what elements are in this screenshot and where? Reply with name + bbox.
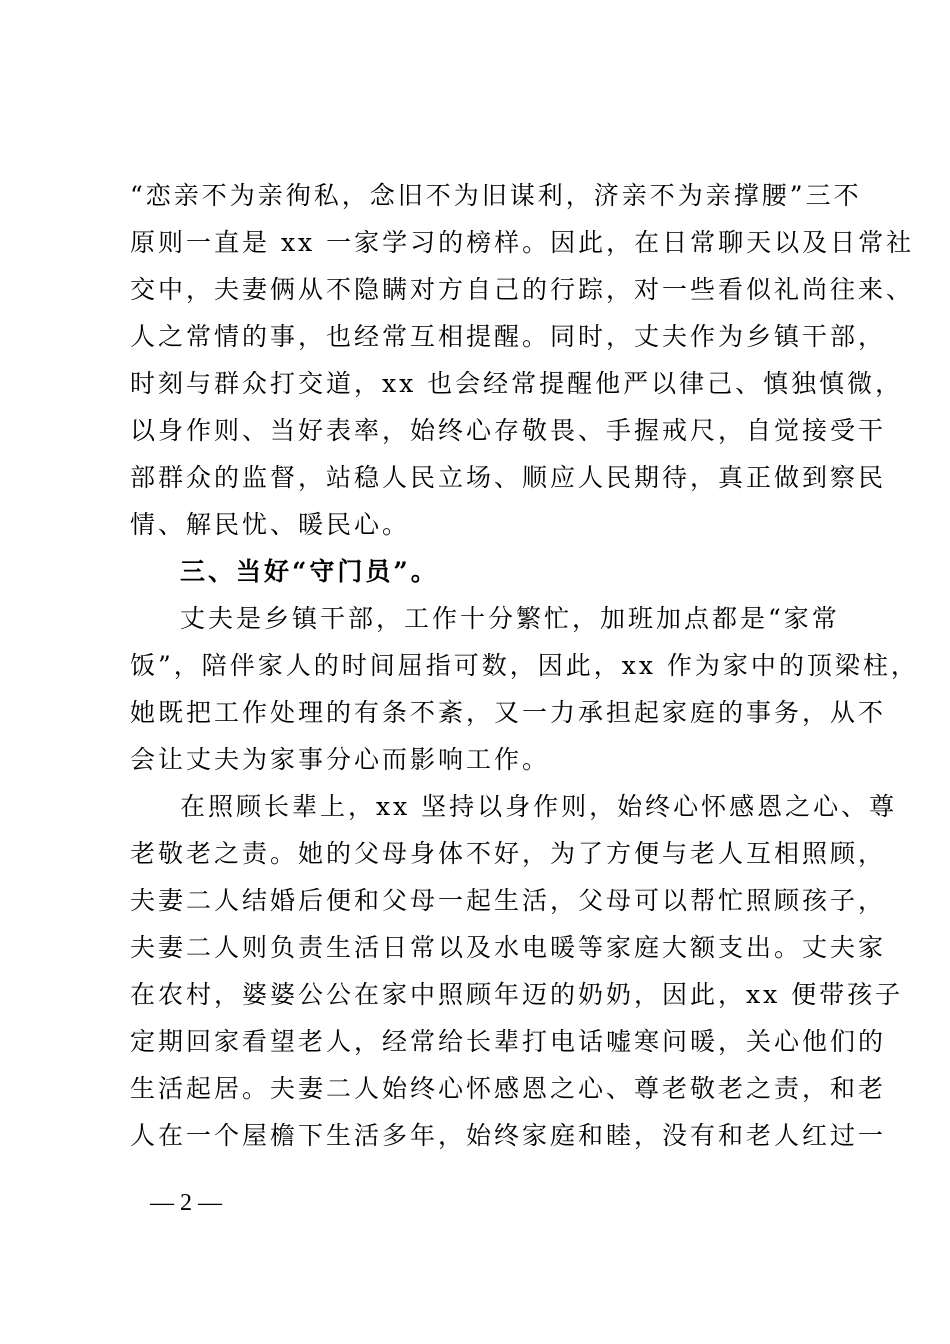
page-number: — 2 — — [150, 1190, 222, 1216]
paragraph-first-line: 在照顾长辈上，xx 坚持以身作则，始终心怀感恩之心、尊 — [180, 792, 898, 821]
text-line: 夫妻二人则负责生活日常以及水电暖等家庭大额支出。丈夫家 — [130, 933, 887, 962]
text-line: 以身作则、当好表率，始终心存敬畏、手握戒尺，自觉接受干 — [130, 416, 887, 445]
text-line: 夫妻二人结婚后便和父母一起生活，父母可以帮忙照顾孩子， — [130, 886, 887, 915]
text-line: 老敬老之责。她的父母身体不好，为了方便与老人互相照顾， — [130, 839, 887, 868]
text-line: 在农村，婆婆公公在家中照顾年迈的奶奶，因此，xx 便带孩子 — [130, 980, 904, 1009]
text-line: 饭”，陪伴家人的时间屈指可数，因此，xx 作为家中的顶梁柱， — [130, 651, 919, 680]
text-line: 人在一个屋檐下生活多年，始终家庭和睦，没有和老人红过一 — [130, 1121, 887, 1150]
text-line: 生活起居。夫妻二人始终心怀感恩之心、尊老敬老之责，和老 — [130, 1074, 887, 1103]
text-line: 定期回家看望老人，经常给长辈打电话嘘寒问暖，关心他们的 — [130, 1027, 887, 1056]
paragraph-first-line: 丈夫是乡镇干部，工作十分繁忙，加班加点都是“家常 — [180, 604, 840, 633]
text-line: 部群众的监督，站稳人民立场、顺应人民期待，真正做到察民 — [130, 463, 887, 492]
text-line: 人之常情的事，也经常互相提醒。同时，丈夫作为乡镇干部， — [130, 322, 887, 351]
text-line: “恋亲不为亲徇私，念旧不为旧谋利，济亲不为亲撑腰”三不 — [130, 181, 862, 210]
section-heading: 三、当好“守门员”。 — [180, 557, 439, 586]
text-line: 时刻与群众打交道，xx 也会经常提醒他严以律己、慎独慎微， — [130, 369, 904, 398]
text-line: 情、解民忧、暖民心。 — [130, 510, 411, 539]
text-line: 交中，夫妻俩从不隐瞒对方自己的行踪，对一些看似礼尚往来、 — [130, 275, 915, 304]
text-line: 原则一直是 xx 一家学习的榜样。因此，在日常聊天以及日常社 — [130, 228, 915, 257]
text-line: 她既把工作处理的有条不紊，又一力承担起家庭的事务，从不 — [130, 698, 887, 727]
text-line: 会让丈夫为家事分心而影响工作。 — [130, 745, 551, 774]
